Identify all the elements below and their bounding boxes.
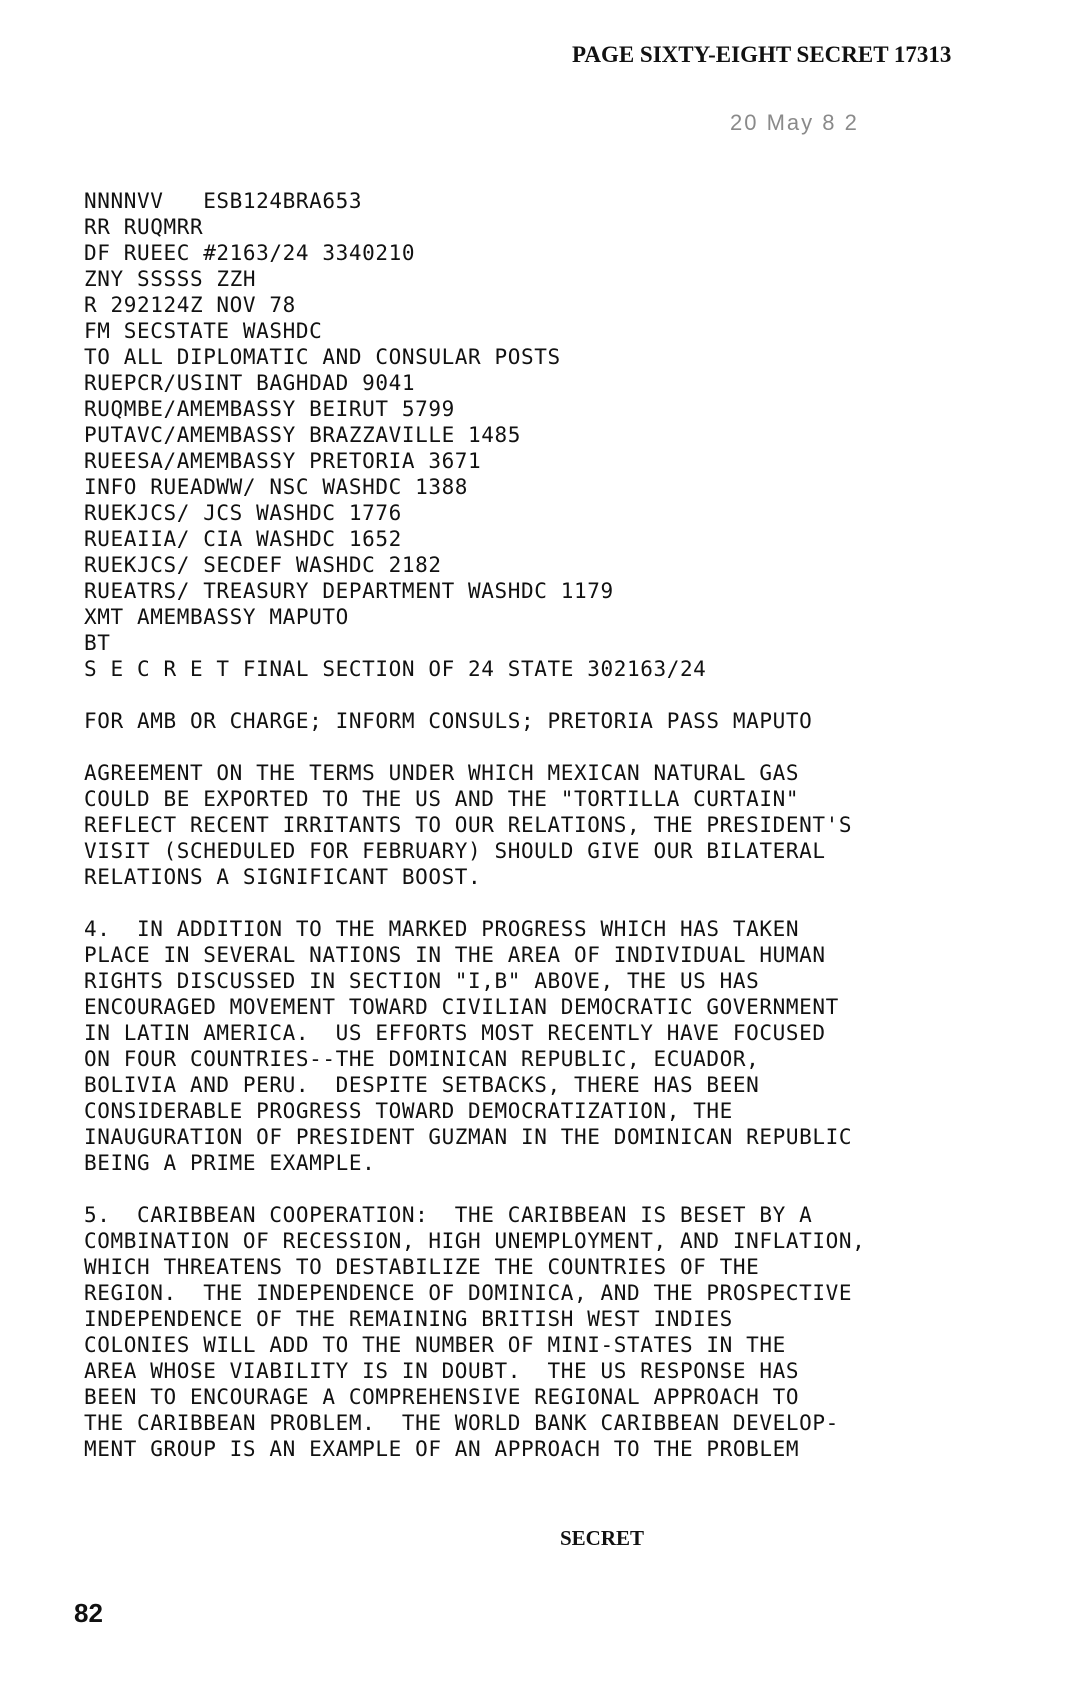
instruction-line: FOR AMB OR CHARGE; INFORM CONSULS; PRETORIA PASS MAPUTO <box>84 709 813 733</box>
paragraph-mexico <box>84 760 1004 890</box>
routing-line: RUEPCR/USINT BAGHDAD 9041 <box>84 371 416 395</box>
page-number: 82 <box>74 1598 103 1628</box>
text-line: ON FOUR COUNTRIES--THE DOMINICAN REPUBLIC, ECUADOR, <box>84 1047 760 1071</box>
routing-line: RUEKJCS/ JCS WASHDC 1776 <box>84 501 402 525</box>
routing-line: RUEESA/AMEMBASSY PRETORIA 3671 <box>84 449 482 473</box>
routing-line: DF RUEEC #2163/24 3340210 <box>84 241 416 265</box>
telex-body <box>84 188 1004 1462</box>
text-line: REFLECT RECENT IRRITANTS TO OUR RELATIONS, THE PRESIDENT'S <box>84 813 853 837</box>
text-line: RIGHTS DISCUSSED IN SECTION "I,B" ABOVE, THE US HAS <box>84 969 760 993</box>
classification-footer: SECRET <box>560 1526 645 1550</box>
routing-line: INFO RUEADWW/ NSC WASHDC 1388 <box>84 475 469 499</box>
text-line: COULD BE EXPORTED TO THE US AND THE "TORTILLA CURTAIN" <box>84 787 800 811</box>
paragraph-4-democracy <box>84 916 1004 1176</box>
text-line: BEING A PRIME EXAMPLE. <box>84 1151 376 1175</box>
routing-line: R 292124Z NOV 78 <box>84 293 296 317</box>
text-line: MENT GROUP IS AN EXAMPLE OF AN APPROACH TO THE PROBLEM <box>84 1437 800 1461</box>
routing-line: RUEKJCS/ SECDEF WASHDC 2182 <box>84 553 442 577</box>
text-line: VISIT (SCHEDULED FOR FEBRUARY) SHOULD GIVE OUR BILATERAL <box>84 839 826 863</box>
text-line: RELATIONS A SIGNIFICANT BOOST. <box>84 865 482 889</box>
routing-block <box>84 188 1004 682</box>
text-line: CONSIDERABLE PROGRESS TOWARD DEMOCRATIZATION, THE <box>84 1099 733 1123</box>
text-line: REGION. THE INDEPENDENCE OF DOMINICA, AND THE PROSPECTIVE <box>84 1281 853 1305</box>
routing-line: TO ALL DIPLOMATIC AND CONSULAR POSTS <box>84 345 561 369</box>
text-line: INAUGURATION OF PRESIDENT GUZMAN IN THE DOMINICAN REPUBLIC <box>84 1125 853 1149</box>
routing-line: PUTAVC/AMEMBASSY BRAZZAVILLE 1485 <box>84 423 522 447</box>
text-line: COMBINATION OF RECESSION, HIGH UNEMPLOYMENT, AND INFLATION, <box>84 1229 866 1253</box>
routing-line: RR RUQMRR <box>84 215 204 239</box>
routing-line: XMT AMEMBASSY MAPUTO <box>84 605 349 629</box>
text-line: IN LATIN AMERICA. US EFFORTS MOST RECENTLY HAVE FOCUSED <box>84 1021 826 1045</box>
routing-line: ZNY SSSSS ZZH <box>84 267 257 291</box>
text-line: ENCOURAGED MOVEMENT TOWARD CIVILIAN DEMOCRATIC GOVERNMENT <box>84 995 839 1019</box>
text-line: 4. IN ADDITION TO THE MARKED PROGRESS WHICH HAS TAKEN <box>84 917 800 941</box>
routing-line: RUEATRS/ TREASURY DEPARTMENT WASHDC 1179 <box>84 579 614 603</box>
routing-line: RUQMBE/AMEMBASSY BEIRUT 5799 <box>84 397 455 421</box>
text-line: WHICH THREATENS TO DESTABILIZE THE COUNTRIES OF THE <box>84 1255 760 1279</box>
text-line: PLACE IN SEVERAL NATIONS IN THE AREA OF INDIVIDUAL HUMAN <box>84 943 826 967</box>
date-stamp: 20 May 8 2 <box>730 110 859 135</box>
text-line: THE CARIBBEAN PROBLEM. THE WORLD BANK CARIBBEAN DEVELOP- <box>84 1411 839 1435</box>
page-title: PAGE SIXTY-EIGHT SECRET 17313 <box>572 42 952 67</box>
text-line: AGREEMENT ON THE TERMS UNDER WHICH MEXICAN NATURAL GAS <box>84 761 800 785</box>
text-line: AREA WHOSE VIABILITY IS IN DOUBT. THE US RESPONSE HAS <box>84 1359 800 1383</box>
text-line: BEEN TO ENCOURAGE A COMPREHENSIVE REGIONAL APPROACH TO <box>84 1385 800 1409</box>
routing-line: BT <box>84 631 111 655</box>
routing-line: NNNNVV ESB124BRA653 <box>84 189 363 213</box>
text-line: INDEPENDENCE OF THE REMAINING BRITISH WEST INDIES <box>84 1307 733 1331</box>
section-line: S E C R E T FINAL SECTION OF 24 STATE 302163/24 <box>84 657 707 681</box>
text-line: COLONIES WILL ADD TO THE NUMBER OF MINI-STATES IN THE <box>84 1333 786 1357</box>
text-line: BOLIVIA AND PERU. DESPITE SETBACKS, THERE HAS BEEN <box>84 1073 760 1097</box>
routing-line: RUEAIIA/ CIA WASHDC 1652 <box>84 527 402 551</box>
text-line: 5. CARIBBEAN COOPERATION: THE CARIBBEAN IS BESET BY A <box>84 1203 813 1227</box>
routing-line: FM SECSTATE WASHDC <box>84 319 323 343</box>
paragraph-5-caribbean <box>84 1202 1004 1462</box>
